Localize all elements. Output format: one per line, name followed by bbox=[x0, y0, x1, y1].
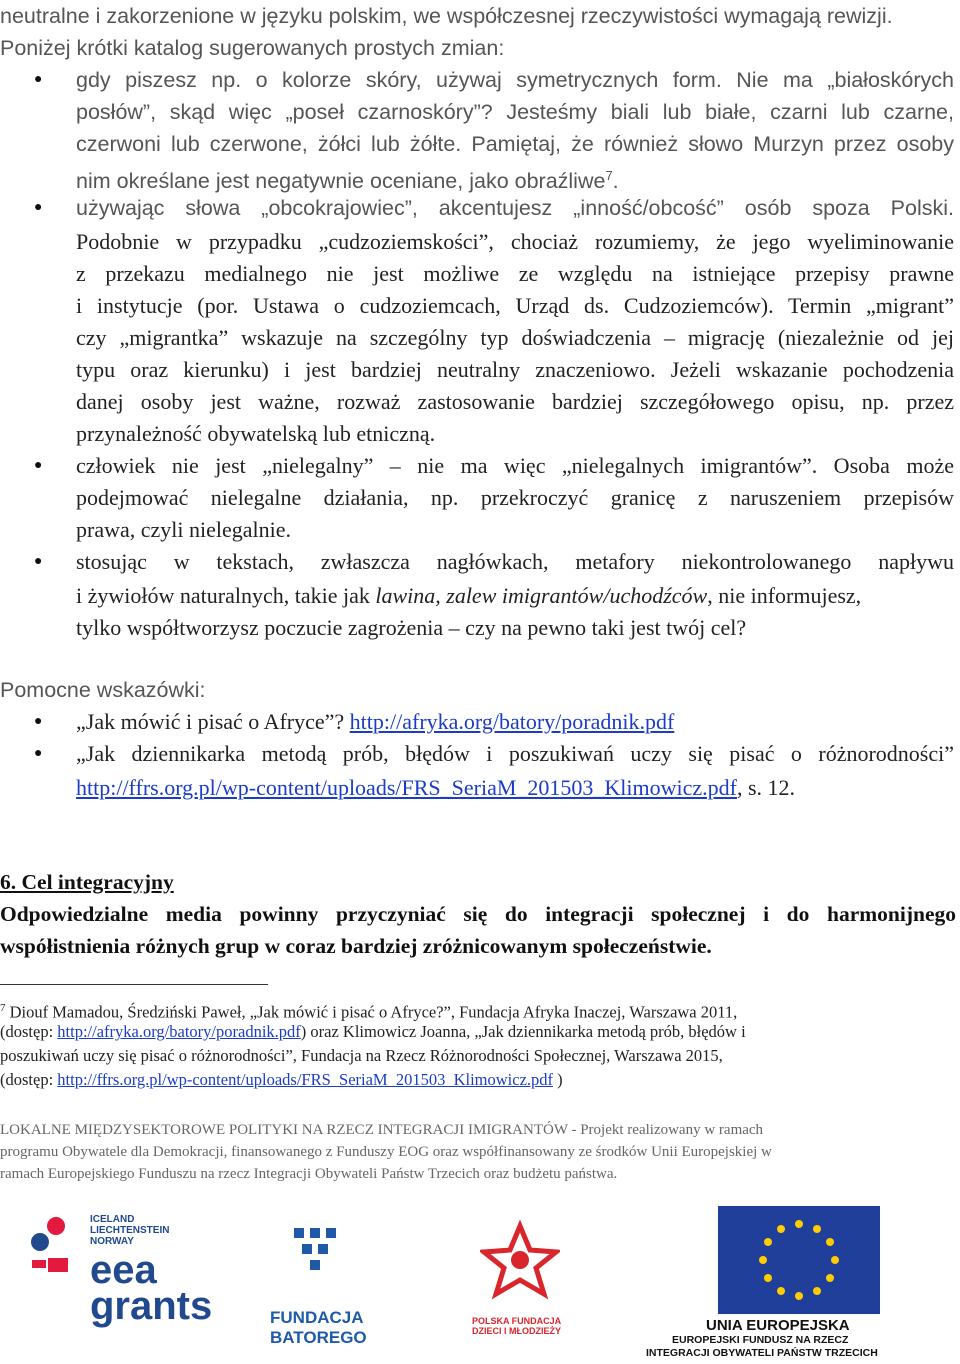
footnote-ref: 7 bbox=[605, 168, 613, 183]
bullet-2-line-1: używając słowa „obcokrajowiec”, akcentujesz „inność/obcość” osób spoza Polski. bbox=[76, 196, 954, 220]
footnote-number: 7 bbox=[0, 1002, 6, 1014]
footnote-l2a: (dostęp: bbox=[0, 1022, 58, 1041]
bullet-1-line-3: czerwoni lub czerwone, żółci lub żółte. Pamiętaj, że również słowo Murzyn przez osoby bbox=[76, 132, 954, 156]
footnote-link-2[interactable]: http://ffrs.org.pl/wp-content/uploads/FRS_SeriaM_201503_Klimowicz.pdf bbox=[57, 1070, 554, 1089]
tip-2-end: , s. 12. bbox=[736, 775, 796, 800]
bullet-4-line-1: stosując w tekstach, zwłaszcza nagłówkach, metafory niekontrolowanego napływu bbox=[76, 549, 954, 574]
footnote-l2b: ) oraz Klimowicz Joanna, „Jak dziennikarka metodą prób, błędów i bbox=[300, 1022, 746, 1041]
intro-line-1: neutralne i zakorzenione w języku polskim, we współczesnej rzeczywistości wymagają rewizji. bbox=[0, 4, 893, 28]
eea-norway: NORWAY bbox=[90, 1236, 134, 1247]
footnote-separator bbox=[0, 984, 268, 985]
footnote-l1: Diouf Mamadou, Średziński Paweł, „Jak mówić i pisać o Afryce?”, Fundacja Afryka Inaczej, Warszawa 2011, bbox=[5, 1002, 738, 1022]
bullet-2-line-3: z przekazu medialnego nie jest możliwe ze względu na istniejące przepisy prawne bbox=[76, 261, 954, 286]
pfdim-line-1: POLSKA FUNDACJA bbox=[472, 1316, 562, 1326]
bullet-1-line-1: gdy piszesz np. o kolorze skóry, używaj symetrycznych form. Nie ma „białoskórych bbox=[76, 68, 954, 92]
eea-iceland: ICELAND bbox=[90, 1214, 135, 1225]
page-footer-line-3: ramach Europejskiego Funduszu na rzecz Integracji Obywateli Państw Trzecich oraz budżetu państwa. bbox=[0, 1166, 618, 1182]
tip-2-line-2 bbox=[76, 772, 795, 804]
grants-word: grants bbox=[90, 1284, 213, 1328]
batory-mark-icon bbox=[294, 1228, 336, 1272]
bullet-3-line-1: człowiek nie jest „nielegalny” – nie ma więc „nielegalnych imigrantów”. Osoba może bbox=[76, 453, 954, 478]
footnote-l4a: (dostęp: bbox=[0, 1070, 58, 1089]
bullet-1-line-4-text: nim określane jest negatywnie oceniane, jako obraźliwe bbox=[76, 169, 606, 194]
eu-line-2: INTEGRACJI OBYWATELI PAŃSTW TRZECICH bbox=[646, 1347, 878, 1359]
tip-2-link[interactable]: http://ffrs.org.pl/wp-content/uploads/FRS_SeriaM_201503_Klimowicz.pdf bbox=[76, 775, 737, 800]
intro-line-2: Poniżej krótki katalog sugerowanych prostych zmian: bbox=[0, 36, 505, 60]
bullet-4-line-2a: i żywiołów naturalnych, takie jak bbox=[76, 583, 376, 608]
footnote-link-1[interactable]: http://afryka.org/batory/poradnik.pdf bbox=[57, 1022, 301, 1041]
footnote-line-3: poszukiwań uczy się pisać o różnorodności”, Fundacja na Rzecz Różnorodności Społecznej, Warszawa 2015, bbox=[0, 1046, 723, 1065]
eu-logo bbox=[646, 1206, 946, 1364]
bullet-3-line-2: podejmować nielegalne działania, np. przekroczyć granicę z naruszeniem przepisów bbox=[76, 485, 954, 510]
page-footer-line-1: LOKALNE MIĘDZYSEKTOROWE POLITYKI NA RZECZ INTEGRACJI IMIGRANTÓW - Projekt realizowany w ramach bbox=[0, 1122, 764, 1138]
pfdim-line-2: DZIECI I MŁODZIEŻY bbox=[472, 1326, 561, 1336]
footnote-line-4 bbox=[0, 1068, 563, 1092]
bullet-4-line-2 bbox=[76, 580, 861, 612]
pfdim-mark-icon bbox=[480, 1220, 560, 1306]
batory-line-2: BATOREGO bbox=[270, 1328, 367, 1347]
bullet-4-line-2c: , nie informujesz, bbox=[707, 583, 862, 608]
bullet-dot: ● bbox=[34, 200, 43, 215]
bullet-dot: ● bbox=[34, 746, 43, 761]
bullet-dot: ● bbox=[34, 458, 43, 473]
bullet-2-line-5: czy „migrantka” wskazuje na szczególny typ doświadczenia – migrację (niezależnie od jej bbox=[76, 325, 954, 350]
bullet-3-line-3: prawa, czyli nielegalnie. bbox=[76, 517, 292, 542]
bullet-dot: ● bbox=[34, 714, 43, 729]
bullet-2-line-4: i instytucje (por. Ustawa o cudzoziemcach, Urząd ds. Cudzoziemców). Termin „migrant” bbox=[76, 293, 954, 318]
tip-1-text: „Jak mówić i pisać o Afryce”? bbox=[76, 709, 350, 734]
bullet-2-line-7: danej osoby jest ważne, rozważ zastosowanie bardziej szczegółowego opisu, np. przez bbox=[76, 389, 954, 414]
eea-grants-mark-icon bbox=[28, 1212, 72, 1322]
tips-title: Pomocne wskazówki: bbox=[0, 678, 206, 702]
footnote-line-2 bbox=[0, 1020, 746, 1044]
batory-logo bbox=[270, 1228, 374, 1348]
footnote-l4b: ) bbox=[553, 1070, 563, 1089]
bullet-4-italic: lawina, zalew imigrantów/uchodźców bbox=[375, 583, 708, 608]
bullet-4-line-3: tylko współtworzysz poczucie zagrożenia – czy na pewno taki jest twój cel? bbox=[76, 615, 747, 640]
eu-flag-icon bbox=[718, 1206, 880, 1314]
eu-title: UNIA EUROPEJSKA bbox=[706, 1317, 850, 1334]
bullet-2-line-8: przynależność obywatelską lub etniczną. bbox=[76, 421, 436, 446]
bullet-2-line-6: typu oraz kierunku) i jest bardziej neutralny znaczeniowo. Jeżeli wskazanie pochodzenia bbox=[76, 357, 954, 382]
bullet-dot: ● bbox=[34, 72, 43, 87]
bullet-2-line-2: Podobnie w przypadku „cudzoziemskości”, chociaż rozumiemy, że jego wyeliminowanie bbox=[76, 229, 954, 254]
section-6-line-2: współistnienia różnych grup w coraz bardziej zróżnicowanym społeczeństwie. bbox=[0, 934, 712, 958]
eea-liechtenstein: LIECHTENSTEIN bbox=[90, 1225, 170, 1236]
section-6-line-1: Odpowiedzialne media powinny przyczyniać się do integracji społecznej i do harmonijnego bbox=[0, 902, 956, 926]
tip-1-link[interactable]: http://afryka.org/batory/poradnik.pdf bbox=[349, 709, 675, 734]
tip-2-line-1: „Jak dziennikarka metodą prób, błędów i poszukiwań uczy się pisać o różnorodności” bbox=[76, 741, 954, 766]
eu-line-1: EUROPEJSKI FUNDUSZ NA RZECZ bbox=[672, 1334, 849, 1346]
bullet-1-line-4-end: . bbox=[612, 169, 619, 194]
eea-grants-logo bbox=[28, 1212, 213, 1332]
bullet-1-line-2: posłów”, skąd więc „poseł czarnoskóry”? Jesteśmy biali lub białe, czarni lub czarne, bbox=[76, 100, 954, 124]
pfdim-logo bbox=[472, 1220, 572, 1340]
tip-1 bbox=[76, 706, 674, 738]
section-6-title: 6. Cel integracyjny bbox=[0, 870, 174, 894]
page-footer-line-2: programu Obywatele dla Demokracji, finansowanego z Funduszy EOG oraz współfinansowany ze środków Unii Europejskiej w bbox=[0, 1144, 772, 1160]
batory-line-1: FUNDACJA bbox=[270, 1308, 364, 1327]
bullet-dot: ● bbox=[34, 554, 43, 569]
eea-word: eea bbox=[90, 1248, 157, 1292]
